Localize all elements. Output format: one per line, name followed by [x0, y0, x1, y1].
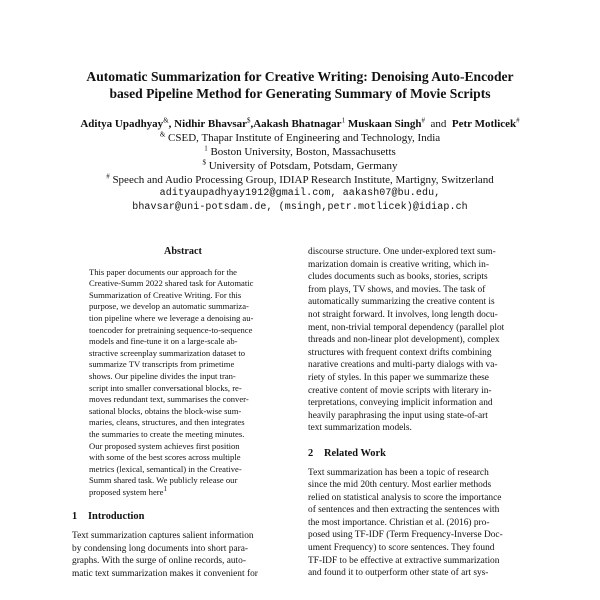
affiliation-2	[30, 145, 570, 159]
left-column	[72, 246, 294, 580]
abstract-line: Summarization of Creative Writing. For this	[89, 289, 242, 300]
author-4: Muskaan Singh	[347, 118, 422, 130]
body-line: from plays, TV shows, and movies. The task of	[308, 284, 486, 295]
author-3: Aakash Bhatnagar	[253, 118, 342, 130]
related-work-body	[308, 467, 530, 580]
related-line: ument Frequency) to score sentences. They found	[308, 543, 495, 554]
intro-line: by condensing long documents into short para-	[72, 543, 249, 554]
author-block	[30, 117, 570, 215]
affiliation-2-text: Boston University, Boston, Massachusetts	[210, 146, 396, 158]
author-3-mark: 1	[341, 116, 346, 125]
affiliation-2-mark: 1	[204, 144, 208, 153]
abstract-line: This paper documents our approach for the	[89, 266, 237, 277]
body-line: heavily paraphrasing the input using state-of-art	[308, 410, 488, 421]
body-line: automatically summarizing the creative content is	[308, 297, 495, 308]
abstract-line: Creative-Summ 2022 shared task for Automatic	[89, 278, 254, 289]
affiliation-1-text: CSED, Thapar Institute of Engineering and Technology, India	[168, 132, 441, 144]
affiliation-1	[30, 131, 570, 145]
section-heading-related-work	[308, 448, 530, 461]
section-title: Related Work	[324, 447, 386, 459]
abstract-line: Summ shared task. We publicly release our	[89, 475, 238, 486]
affiliation-3-mark: $	[202, 158, 206, 167]
abstract-line: metrics (lexical, semantical) in the Creative-	[89, 463, 242, 474]
author-1-mark: &	[163, 116, 169, 125]
abstract-heading: Abstract	[164, 246, 202, 257]
introduction-body	[72, 530, 294, 580]
intro-line: Text summarization captures salient information	[72, 531, 254, 542]
body-line: text summarization models.	[308, 423, 412, 434]
email-line-1: adityaupadhyay1912@gmail.com, aakash07@bu.edu,	[159, 188, 441, 199]
body-line: terpretations, conveying implicit information and	[308, 398, 493, 409]
right-column	[308, 246, 530, 580]
abstract-line-last	[89, 487, 277, 499]
abstract-line: purpose, we develop an automatic summariza-	[89, 301, 249, 312]
email-line-2: bhavsar@uni-potsdam.de, (msingh,petr.motlicek)@idiap.ch	[132, 202, 468, 213]
author-5-mark: #	[516, 116, 520, 125]
related-line: TF-IDF to be effective at extractive summarization	[308, 555, 500, 566]
body-line: riety of styles. In this paper we summarize these	[308, 372, 489, 383]
author-5: Petr Motlicek	[451, 118, 517, 130]
related-line: since the mid 20th century. Most earlier methods	[308, 480, 492, 491]
body-line: narative creations and multi-party dialogs with va-	[308, 360, 498, 371]
affiliation-4-text: Speech and Audio Processing Group, IDIAP Research Institute, Martigny, Switzerland	[112, 174, 494, 186]
related-line: the most importance. Christian et al. (2016) pro-	[308, 517, 490, 528]
body-line: discourse structure. One under-explored text sum-	[308, 247, 496, 257]
abstract-last-text: proposed system here	[89, 486, 164, 497]
author-1: Aditya Upadhyay	[80, 118, 164, 130]
paper-title	[40, 68, 560, 102]
body-line: not straight forward. It involves, long length docu-	[308, 309, 498, 320]
abstract-body	[72, 267, 294, 499]
section-title: Introduction	[88, 511, 145, 523]
intro-continued-body	[308, 246, 530, 435]
section-number: 2	[308, 447, 314, 459]
abstract-line: with some of the best scores across multiple	[89, 452, 241, 463]
body-line: marization domain is creative writing, which in-	[308, 259, 489, 270]
intro-line: matic text summarization makes it convenient for	[72, 568, 258, 579]
intro-line: graphs. With the surge of online records, auto-	[72, 556, 246, 567]
abstract-line: stractive screenplay summarization dataset to	[89, 347, 246, 358]
related-line: posed using TF-IDF (Term Frequency-Inverse Doc-	[308, 530, 503, 541]
abstract-line: shows. Our pipeline divides the input tran-	[89, 370, 236, 381]
body-line: creative content of movie scripts with literary in-	[308, 385, 492, 396]
affiliation-3	[30, 159, 570, 173]
author-and: and	[430, 118, 447, 130]
body-line: threads and non-linear plot development), complex	[308, 335, 500, 346]
body-line: structures with frequent context drifts combining	[308, 347, 492, 358]
abstract-line: sational blocks, obtains the block-wise sum-	[89, 405, 242, 416]
footnote-mark: 1	[163, 485, 167, 494]
abstract-line: summarize TV transcripts from primetime	[89, 359, 235, 370]
body-line: cludes documents such as books, stories, scripts	[308, 272, 488, 283]
affiliation-1-mark: &	[159, 130, 166, 139]
author-names: Aditya Upadhyay&, Nidhir Bhavsar$,Aakash Bhatnagar$^1$ Muskaan Singh# and Petr Motlicek#	[80, 116, 520, 130]
abstract-line: moves redundant text, summarises the conver-	[89, 394, 249, 405]
affiliation-4	[30, 173, 570, 187]
title-line-2: based Pipeline Method for Generating Summary of Movie Scripts	[109, 86, 491, 101]
related-line: and found it to outperform other state of art sys-	[308, 568, 489, 579]
affiliation-3-text: University of Potsdam, Potsdam, Germany	[208, 160, 398, 172]
section-number: 1	[72, 511, 78, 523]
abstract-line: script into smaller conversational blocks, re-	[89, 382, 242, 393]
related-line: relied on statistical analysis to score the importance	[308, 492, 502, 503]
related-line: of sentences and then extracting the sentences with	[308, 505, 500, 516]
author-2: Nidhir Bhavsar	[174, 118, 247, 130]
abstract-line: maries, cleans, structures, and then integrates	[89, 417, 245, 428]
author-4-mark: #	[421, 116, 425, 125]
abstract-line: Our proposed system achieves first position	[89, 440, 240, 451]
body-line: ment, non-trivial temporal dependency (parallel plot	[308, 322, 505, 333]
related-line: Text summarization has been a topic of research	[308, 467, 489, 478]
abstract-line: tion pipeline where we leverage a denoising au-	[89, 312, 254, 323]
abstract-line: toencoder for pretraining sequence-to-sequence	[89, 324, 253, 335]
title-line-1: Automatic Summarization for Creative Writing: Denoising Auto-Encoder	[86, 69, 514, 84]
author-2-mark: $	[246, 116, 251, 125]
section-heading-introduction	[72, 511, 294, 524]
affiliation-4-mark: #	[106, 172, 110, 181]
abstract-line: models and fine-tune it on a large-scale ab-	[89, 336, 238, 347]
abstract-line: the summaries to create the meeting minutes.	[89, 428, 245, 439]
